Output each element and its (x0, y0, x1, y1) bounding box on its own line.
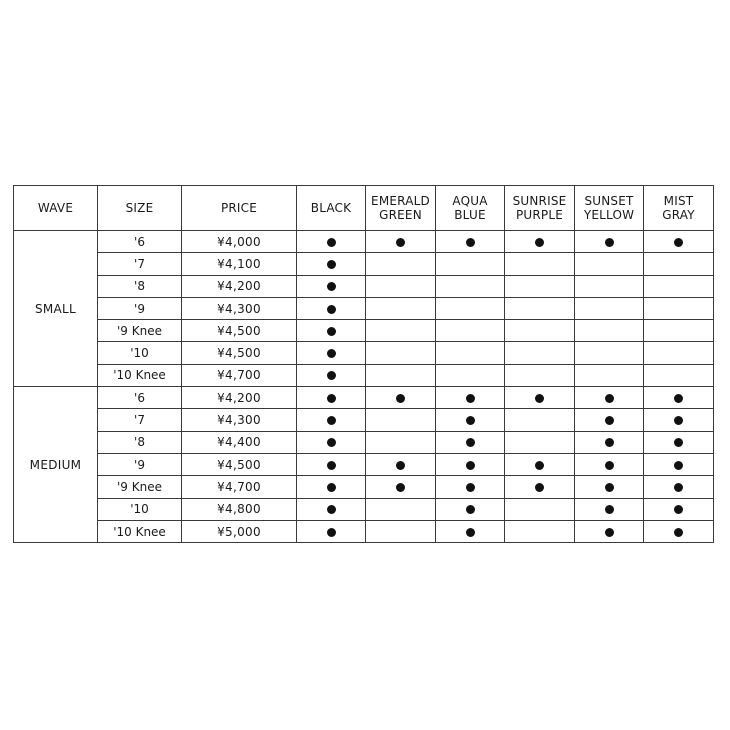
size-cell: '7 (98, 253, 182, 275)
available-dot-icon (674, 438, 683, 447)
availability-cell (575, 498, 644, 520)
price-cell: ¥4,200 (182, 387, 297, 409)
availability-cell (297, 498, 366, 520)
availability-cell (644, 253, 714, 275)
availability-cell (436, 520, 505, 542)
available-dot-icon (674, 528, 683, 537)
available-dot-icon (466, 505, 475, 514)
available-dot-icon (605, 416, 614, 425)
available-dot-icon (535, 483, 544, 492)
availability-cell (366, 476, 436, 498)
size-cell: '10 (98, 498, 182, 520)
header-color-line2: GRAY (662, 208, 695, 222)
availability-cell (297, 320, 366, 342)
availability-cell (436, 320, 505, 342)
table-row (14, 342, 714, 364)
available-dot-icon (605, 394, 614, 403)
availability-cell (505, 320, 575, 342)
availability-cell (505, 453, 575, 475)
availability-cell (297, 231, 366, 253)
available-dot-icon (327, 305, 336, 314)
availability-cell (505, 409, 575, 431)
availability-cell (644, 387, 714, 409)
availability-cell (644, 520, 714, 542)
available-dot-icon (674, 461, 683, 470)
header-color-sunrise-purple (505, 186, 575, 231)
availability-cell (505, 364, 575, 386)
available-dot-icon (674, 394, 683, 403)
available-dot-icon (396, 238, 405, 247)
availability-cell (644, 364, 714, 386)
price-cell: ¥4,800 (182, 498, 297, 520)
size-cell: '9 (98, 453, 182, 475)
availability-cell (575, 275, 644, 297)
table-body (14, 231, 714, 543)
available-dot-icon (605, 483, 614, 492)
price-cell: ¥4,300 (182, 297, 297, 319)
available-dot-icon (466, 528, 475, 537)
table-row (14, 297, 714, 319)
availability-cell (436, 342, 505, 364)
availability-cell (575, 476, 644, 498)
available-dot-icon (327, 260, 336, 269)
availability-cell (436, 409, 505, 431)
available-dot-icon (327, 416, 336, 425)
available-dot-icon (605, 461, 614, 470)
availability-cell (575, 431, 644, 453)
availability-cell (575, 342, 644, 364)
header-color-aqua-blue (436, 186, 505, 231)
available-dot-icon (674, 238, 683, 247)
size-cell: '9 Knee (98, 476, 182, 498)
availability-cell (366, 431, 436, 453)
size-cell: '8 (98, 275, 182, 297)
available-dot-icon (605, 438, 614, 447)
header-color-line1: SUNSET (584, 194, 634, 208)
availability-cell (436, 498, 505, 520)
price-cell: ¥4,100 (182, 253, 297, 275)
size-cell: '6 (98, 387, 182, 409)
header-color-line2: GREEN (379, 208, 422, 222)
available-dot-icon (674, 483, 683, 492)
available-dot-icon (396, 483, 405, 492)
availability-cell (297, 453, 366, 475)
table-row (14, 498, 714, 520)
availability-cell (297, 364, 366, 386)
availability-cell (505, 498, 575, 520)
available-dot-icon (327, 505, 336, 514)
header-color-line1: SUNRISE (512, 194, 567, 208)
available-dot-icon (396, 461, 405, 470)
price-cell: ¥5,000 (182, 520, 297, 542)
availability-cell (366, 297, 436, 319)
availability-cell (575, 453, 644, 475)
header-price: PRICE (182, 186, 297, 231)
availability-cell (436, 275, 505, 297)
header-color-line2: YELLOW (583, 208, 635, 222)
availability-cell (366, 387, 436, 409)
availability-cell (644, 453, 714, 475)
header-color-mist-gray (644, 186, 714, 231)
availability-cell (297, 409, 366, 431)
availability-cell (366, 453, 436, 475)
table-row (14, 387, 714, 409)
size-price-color-table (13, 185, 714, 543)
header-color-line2: PURPLE (515, 208, 564, 222)
size-cell: '10 Knee (98, 520, 182, 542)
available-dot-icon (327, 371, 336, 380)
availability-cell (297, 297, 366, 319)
header-row (14, 186, 714, 231)
available-dot-icon (327, 282, 336, 291)
header-color-line1: BLACK (310, 201, 352, 215)
availability-cell (297, 387, 366, 409)
price-cell: ¥4,500 (182, 320, 297, 342)
price-cell: ¥4,700 (182, 364, 297, 386)
available-dot-icon (396, 394, 405, 403)
price-cell: ¥4,500 (182, 453, 297, 475)
availability-cell (575, 364, 644, 386)
size-cell: '6 (98, 231, 182, 253)
availability-cell (436, 297, 505, 319)
available-dot-icon (535, 238, 544, 247)
availability-cell (505, 387, 575, 409)
availability-cell (297, 476, 366, 498)
available-dot-icon (327, 438, 336, 447)
available-dot-icon (327, 349, 336, 358)
availability-cell (436, 231, 505, 253)
availability-cell (505, 231, 575, 253)
availability-cell (505, 342, 575, 364)
size-cell: '9 (98, 297, 182, 319)
header-color-sunset-yellow (575, 186, 644, 231)
available-dot-icon (327, 238, 336, 247)
price-cell: ¥4,400 (182, 431, 297, 453)
availability-cell (436, 253, 505, 275)
available-dot-icon (535, 461, 544, 470)
price-cell: ¥4,500 (182, 342, 297, 364)
available-dot-icon (466, 438, 475, 447)
wave-cell: SMALL (14, 231, 98, 387)
availability-cell (644, 476, 714, 498)
availability-cell (505, 275, 575, 297)
available-dot-icon (466, 461, 475, 470)
available-dot-icon (466, 394, 475, 403)
availability-cell (436, 453, 505, 475)
availability-cell (575, 520, 644, 542)
wave-cell: MEDIUM (14, 387, 98, 543)
availability-cell (366, 253, 436, 275)
availability-cell (505, 431, 575, 453)
header-size: SIZE (98, 186, 182, 231)
size-cell: '8 (98, 431, 182, 453)
available-dot-icon (466, 416, 475, 425)
available-dot-icon (605, 505, 614, 514)
availability-cell (297, 431, 366, 453)
price-cell: ¥4,300 (182, 409, 297, 431)
table-row (14, 520, 714, 542)
table-row (14, 409, 714, 431)
header-color-black (297, 186, 366, 231)
table-row (14, 364, 714, 386)
availability-cell (436, 364, 505, 386)
availability-cell (644, 431, 714, 453)
available-dot-icon (466, 238, 475, 247)
availability-cell (366, 364, 436, 386)
availability-cell (436, 476, 505, 498)
availability-cell (436, 387, 505, 409)
header-color-emerald-green (366, 186, 436, 231)
table-row (14, 275, 714, 297)
availability-cell (505, 520, 575, 542)
availability-cell (366, 320, 436, 342)
available-dot-icon (327, 461, 336, 470)
table-row (14, 231, 714, 253)
availability-cell (366, 520, 436, 542)
size-cell: '7 (98, 409, 182, 431)
available-dot-icon (605, 528, 614, 537)
availability-cell (575, 409, 644, 431)
available-dot-icon (327, 528, 336, 537)
available-dot-icon (327, 483, 336, 492)
availability-cell (505, 297, 575, 319)
available-dot-icon (327, 394, 336, 403)
available-dot-icon (535, 394, 544, 403)
table-row (14, 320, 714, 342)
availability-cell (505, 253, 575, 275)
header-color-line1: MIST (663, 194, 694, 208)
price-cell: ¥4,000 (182, 231, 297, 253)
availability-cell (297, 275, 366, 297)
availability-cell (575, 297, 644, 319)
availability-cell (644, 320, 714, 342)
availability-cell (366, 275, 436, 297)
size-cell: '9 Knee (98, 320, 182, 342)
availability-cell (297, 520, 366, 542)
size-cell: '10 Knee (98, 364, 182, 386)
available-dot-icon (466, 483, 475, 492)
available-dot-icon (674, 416, 683, 425)
availability-cell (575, 387, 644, 409)
size-cell: '10 (98, 342, 182, 364)
header-wave: WAVE (14, 186, 98, 231)
header-color-line2: BLUE (454, 208, 486, 222)
table-row (14, 431, 714, 453)
availability-cell (505, 476, 575, 498)
header-color-line1: AQUA (452, 194, 488, 208)
availability-cell (366, 498, 436, 520)
availability-cell (644, 342, 714, 364)
available-dot-icon (674, 505, 683, 514)
availability-cell (436, 431, 505, 453)
table-row (14, 453, 714, 475)
availability-cell (644, 498, 714, 520)
table-row (14, 253, 714, 275)
available-dot-icon (327, 327, 336, 336)
availability-cell (297, 342, 366, 364)
availability-cell (297, 253, 366, 275)
availability-cell (575, 253, 644, 275)
available-dot-icon (605, 238, 614, 247)
availability-cell (575, 320, 644, 342)
availability-cell (366, 409, 436, 431)
availability-cell (644, 231, 714, 253)
availability-cell (644, 409, 714, 431)
availability-cell (644, 297, 714, 319)
price-cell: ¥4,200 (182, 275, 297, 297)
header-color-line1: EMERALD (371, 194, 430, 208)
price-cell: ¥4,700 (182, 476, 297, 498)
availability-cell (575, 231, 644, 253)
availability-cell (366, 231, 436, 253)
table-row (14, 476, 714, 498)
availability-cell (644, 275, 714, 297)
availability-cell (366, 342, 436, 364)
